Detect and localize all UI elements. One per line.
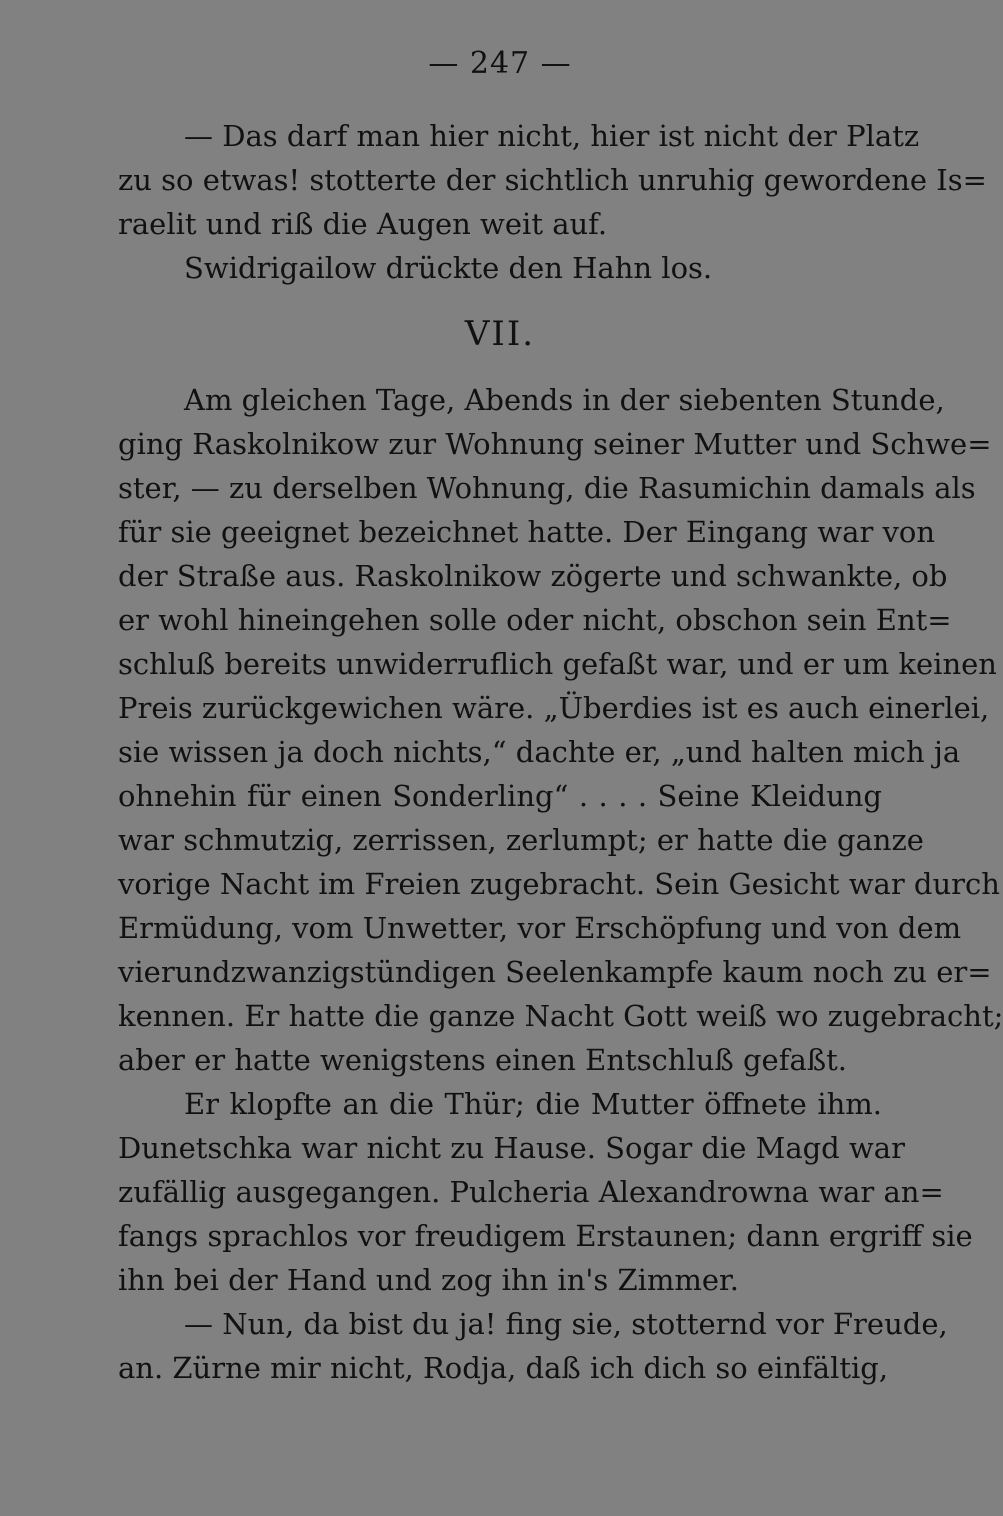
text-line: war schmutzig, zerrissen, zerlumpt; er hatte die ganze (118, 823, 924, 857)
page-number: — 247 — (428, 46, 572, 81)
text-line: — Das darf man hier nicht, hier ist nicht der Platz (184, 119, 920, 153)
text-line: zu so etwas! stotterte der sichtlich unruhig gewordene Is= (118, 163, 987, 197)
text-line: für sie geeignet bezeichnet hatte. Der Eingang war von (118, 515, 936, 549)
text-line: er wohl hineingehen solle oder nicht, obschon sein Ent= (118, 603, 952, 637)
text-line: zufällig ausgegangen. Pulcheria Alexandrowna war an= (118, 1175, 944, 1209)
text-line: ging Raskolnikow zur Wohnung seiner Mutter und Schwe= (118, 427, 992, 461)
text-line: vierundzwanzigstündigen Seelenkampfe kaum noch zu er= (118, 955, 992, 989)
text-line: Am gleichen Tage, Abends in der siebenten Stunde, (184, 383, 945, 417)
text-line: aber er hatte wenigstens einen Entschluß gefaßt. (118, 1043, 847, 1077)
text-line: ohnehin für einen Sonderling“ . . . . Seine Kleidung (118, 779, 882, 813)
text-line: kennen. Er hatte die ganze Nacht Gott weiß wo zugebracht; (118, 999, 1003, 1033)
text-line: Preis zurückgewichen wäre. „Überdies ist es auch einerlei, (118, 691, 990, 725)
text-line: — Nun, da bist du ja! fing sie, stotternd vor Freude, (184, 1307, 948, 1341)
text-line: schluß bereits unwiderruflich gefaßt war, und er um keinen (118, 647, 997, 681)
text-line: ster, — zu derselben Wohnung, die Rasumichin damals als (118, 471, 976, 505)
text-line: Dunetschka war nicht zu Hause. Sogar die Magd war (118, 1131, 905, 1165)
text-line: der Straße aus. Raskolnikow zögerte und schwankte, ob (118, 559, 948, 593)
text-line: ihn bei der Hand und zog ihn in's Zimmer. (118, 1263, 739, 1297)
text-line: sie wissen ja doch nichts,“ dachte er, „und halten mich ja (118, 735, 961, 769)
text-line: vorige Nacht im Freien zugebracht. Sein Gesicht war durch (118, 867, 1000, 901)
text-line: Swidrigailow drückte den Hahn los. (184, 251, 713, 285)
chapter-heading: VII. (464, 314, 536, 354)
text-line: raelit und riß die Augen weit auf. (118, 207, 608, 241)
text-line: an. Zürne mir nicht, Rodja, daß ich dich so einfältig, (118, 1351, 889, 1385)
text-line: Er klopfte an die Thür; die Mutter öffnete ihm. (184, 1087, 882, 1121)
text-line: fangs sprachlos vor freudigem Erstaunen; dann ergriff sie (118, 1219, 973, 1253)
text-line: Ermüdung, vom Unwetter, vor Erschöpfung und von dem (118, 911, 962, 945)
